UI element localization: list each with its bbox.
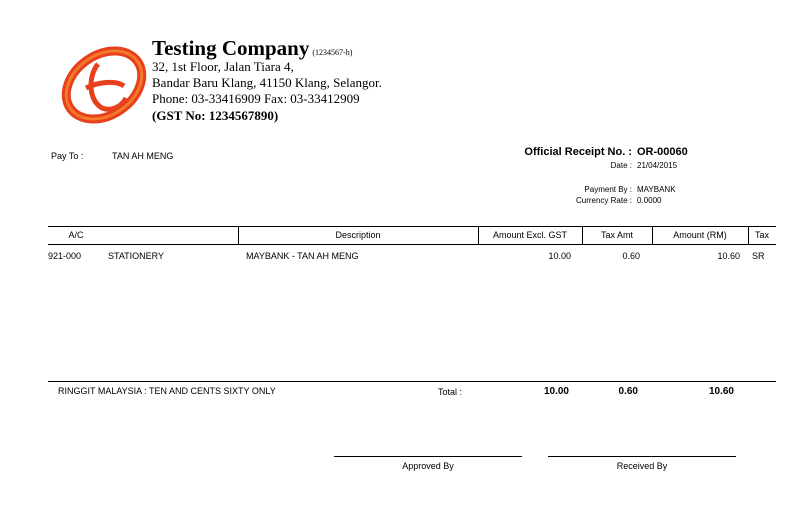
row-ac-code: 921-000 xyxy=(48,251,82,261)
company-name: Testing Company (1234567-h) xyxy=(152,36,353,60)
row-description: MAYBANK - TAN AH MENG xyxy=(246,251,359,261)
table-header-rule xyxy=(48,244,776,245)
row-amount-rm: 10.60 xyxy=(717,251,740,261)
col-header-tax-amt: Tax Amt xyxy=(600,230,633,240)
approved-by-label: Approved By xyxy=(402,461,454,471)
pay-to-value: TAN AH MENG xyxy=(112,151,174,161)
currency-rate-value: 0.0000 xyxy=(637,196,662,205)
payment-by-label: Payment By : xyxy=(584,185,632,194)
row-amount-excl-gst: 10.00 xyxy=(548,251,571,261)
receipt-no-label: Official Receipt No. : xyxy=(524,146,632,158)
col-header-amount-excl-gst: Amount Excl. GST xyxy=(492,230,568,240)
row-tax-amt: 0.60 xyxy=(622,251,640,261)
received-signature-line xyxy=(548,456,736,457)
table-top-rule xyxy=(48,226,776,227)
date-label: Date : xyxy=(610,161,632,170)
col-header-amount-rm: Amount (RM) xyxy=(673,230,727,240)
company-gst-no: (GST No: 1234567890) xyxy=(152,108,279,123)
col-header-ac: A/C xyxy=(68,230,84,240)
row-ac-name: STATIONERY xyxy=(108,251,165,261)
total-amount-rm: 10.60 xyxy=(708,386,734,397)
company-address-line2: Bandar Baru Klang, 41150 Klang, Selangor. xyxy=(152,75,382,90)
currency-rate-label: Currency Rate : xyxy=(575,196,632,205)
date-value: 21/04/2015 xyxy=(637,161,678,170)
payment-by-value: MAYBANK xyxy=(637,185,676,194)
amount-in-words: RINGGIT MALAYSIA : TEN AND CENTS SIXTY ONLY xyxy=(58,386,276,396)
receipt-no-value: OR-00060 xyxy=(637,146,688,158)
company-phone-fax: Phone: 03-33416909 Fax: 03-33412909 xyxy=(152,91,360,106)
col-header-tax: Tax xyxy=(754,230,769,240)
pay-to-label: Pay To : xyxy=(51,151,84,161)
total-amount-excl-gst: 10.00 xyxy=(543,386,569,397)
col-header-description: Description xyxy=(335,230,381,240)
total-label: Total : xyxy=(438,387,463,397)
company-logo-icon xyxy=(58,42,150,128)
received-by-label: Received By xyxy=(616,461,668,471)
total-tax-amt: 0.60 xyxy=(618,386,638,397)
company-address-line1: 32, 1st Floor, Jalan Tiara 4, xyxy=(152,59,294,74)
company-reg-no: (1234567-h) xyxy=(312,48,353,57)
totals-rule xyxy=(48,381,776,382)
row-tax-code: SR xyxy=(752,251,765,261)
approved-signature-line xyxy=(334,456,522,457)
